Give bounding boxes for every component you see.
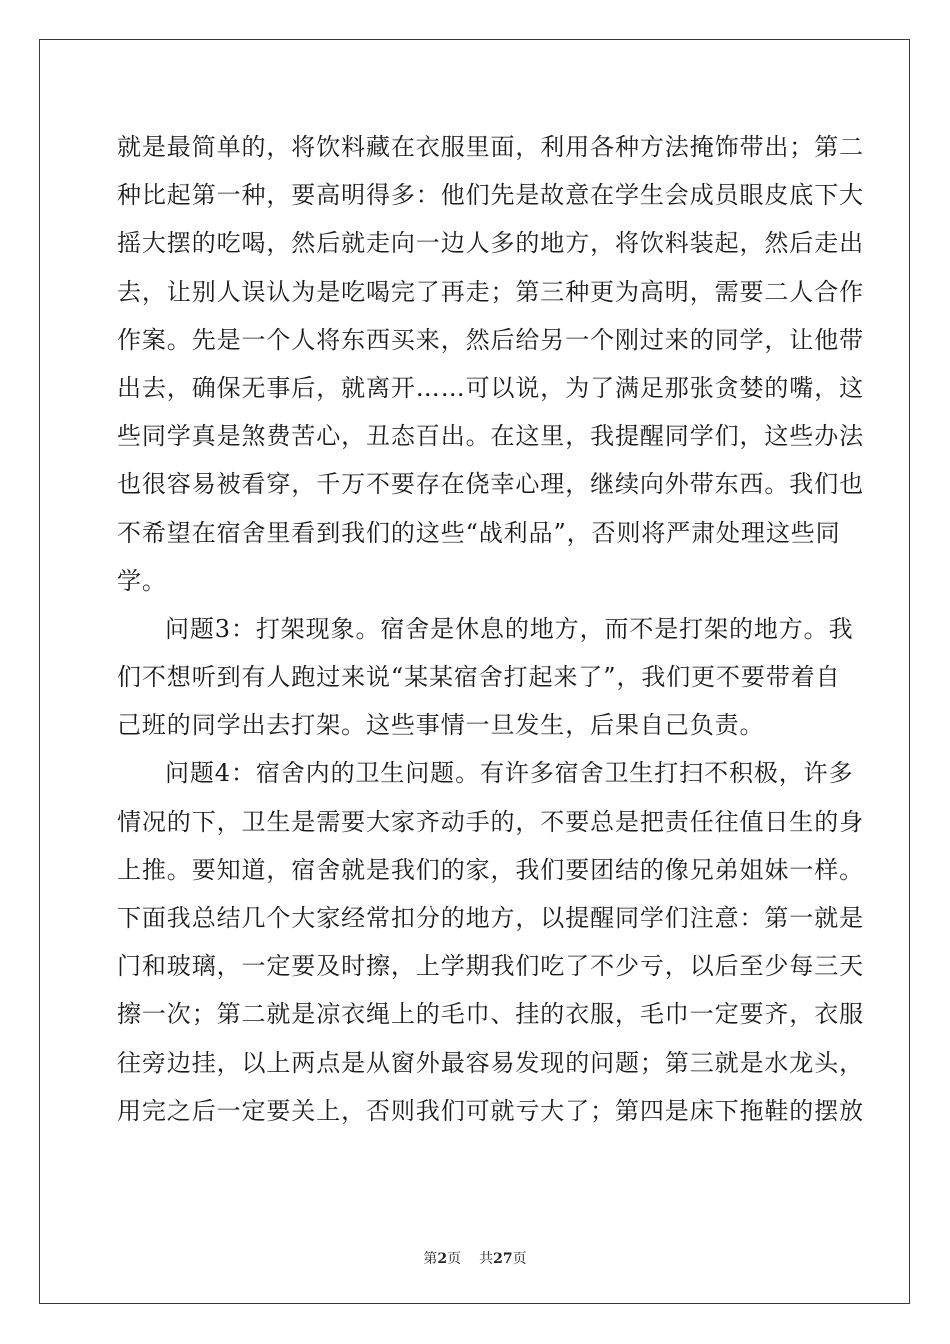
document-body [117,123,864,1135]
text-line: 己班的同学出去打架。这些事情一旦发生，后果自己负责。 [117,711,765,740]
text-line: 去，让别人误认为是吃喝完了再走；第三种更为高明，需要二人合作 [117,277,864,306]
page-number: 2 [437,1251,448,1267]
text-line: 情况的下，卫生是需要大家齐动手的，不要总是把责任往值日生的身 [117,807,864,836]
text-line: 摇大摆的吃喝，然后就走向一边人多的地方，将饮料装起，然后走出 [117,229,864,258]
total-pages: 27 [493,1251,513,1267]
text-line: 上推。要知道，宿舍就是我们的家，我们要团结的像兄弟姐妹一样。 [117,855,864,884]
text-line: 下面我总结几个大家经常扣分的地方，以提醒同学们注意：第一就是 [117,904,864,932]
text-line: 些同学真是煞费苦心，丑态百出。在这里，我提醒同学们，这些办法 [117,422,864,451]
text-line: 也很容易被看穿，千万不要存在侥幸心理，继续向外带东西。我们也 [117,470,864,499]
text-line: 种比起第一种，要高明得多：他们先是故意在学生会成员眼皮底下大 [117,181,864,210]
text-line: 学。 [117,566,167,595]
paragraph-start-line: 问题3：打架现象。宿舍是休息的地方，而不是打架的地方。我 [165,614,854,643]
page-prefix: 第 [423,1251,438,1267]
text-line: 门和玻璃，一定要及时擦，上学期我们吃了不少亏，以后至少每三天 [117,952,864,981]
page-footer [0,1248,950,1268]
text-line: 作案。先是一个人将东西买来，然后给另一个刚过来的同学，让他带 [117,325,864,354]
text-line: 用完之后一定要关上，否则我们可就亏大了；第四是床下拖鞋的摆放 [117,1096,864,1125]
page-suffix: 页 [447,1251,462,1267]
text-line: 往旁边挂，以上两点是从窗外最容易发现的问题；第三就是水龙头， [117,1048,864,1077]
paragraph-start-line: 问题4：宿舍内的卫生问题。有许多宿舍卫生打扫不积极，许多 [165,759,854,788]
total-prefix: 共 [479,1251,494,1267]
total-suffix: 页 [512,1251,527,1267]
text-line: 擦一次；第二就是凉衣绳上的毛巾、挂的衣服，毛巾一定要齐，衣服 [117,1000,864,1029]
text-line: 不希望在宿舍里看到我们的这些“战利品”，否则将严肃处理这些同 [117,518,841,547]
text-line: 就是最简单的，将饮料藏在衣服里面，利用各种方法掩饰带出；第二 [117,133,864,161]
text-line: 们不想听到有人跑过来说“某某宿舍打起来了”，我们更不要带着自 [117,663,841,692]
text-line: 出去，确保无事后，就离开……可以说，为了满足那张贪婪的嘴，这 [117,373,864,402]
